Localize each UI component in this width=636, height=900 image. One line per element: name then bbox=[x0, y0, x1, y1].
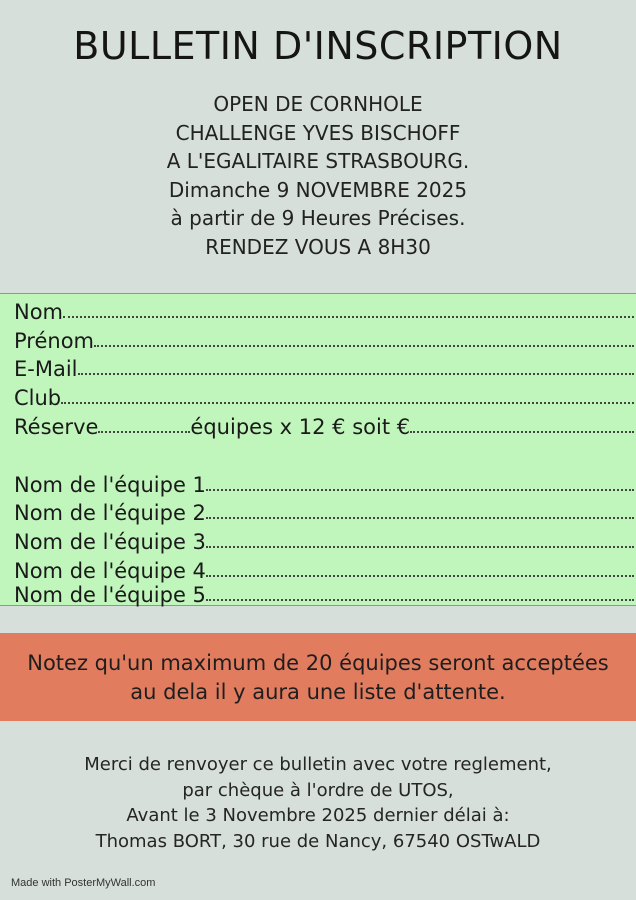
registration-form bbox=[0, 293, 636, 606]
footer-line-3: Avant le 3 Novembre 2025 dernier délai à: bbox=[126, 805, 510, 826]
nom-label: Nom bbox=[14, 300, 64, 324]
event-venue: A L'EGALITAIRE STRASBOURG. bbox=[166, 149, 470, 174]
event-date: Dimanche 9 NOVEMBRE 2025 bbox=[168, 177, 468, 202]
prenom-label: Prénom bbox=[14, 329, 95, 353]
event-details bbox=[0, 90, 636, 262]
event-name: OPEN DE CORNHOLE bbox=[213, 92, 423, 116]
footer-line-2: par chèque à l'ordre de UTOS, bbox=[182, 779, 454, 801]
prenom-blank[interactable] bbox=[94, 345, 634, 347]
email-field[interactable] bbox=[14, 353, 634, 381]
reserve-label: Réserve bbox=[14, 415, 99, 439]
team-4-field[interactable] bbox=[14, 555, 634, 583]
email-blank[interactable] bbox=[78, 373, 634, 375]
nom-field[interactable] bbox=[14, 296, 634, 324]
team-1-label: Nom de l'équipe 1 bbox=[14, 473, 206, 497]
club-blank[interactable] bbox=[61, 402, 634, 404]
prenom-field[interactable] bbox=[14, 325, 634, 353]
team-5-blank[interactable] bbox=[206, 599, 634, 601]
team-count-blank[interactable] bbox=[98, 431, 190, 433]
event-challenge: CHALLENGE YVES BISCHOFF bbox=[175, 120, 461, 145]
footer-address: Thomas BORT, 30 rue de Nancy, 67540 OSTwALD bbox=[95, 830, 541, 852]
team-2-label: Nom de l'équipe 2 bbox=[14, 501, 206, 525]
notice-line-2: au dela il y aura une liste d'attente. bbox=[130, 680, 506, 704]
capacity-notice bbox=[0, 633, 636, 721]
reserve-price-text: équipes x 12 € soit € bbox=[190, 415, 411, 439]
team-2-blank[interactable] bbox=[206, 517, 634, 519]
footer-line-1: Merci de renvoyer ce bulletin avec votre reglement, bbox=[84, 754, 552, 775]
team-3-label: Nom de l'équipe 3 bbox=[14, 530, 206, 554]
team-2-field[interactable] bbox=[14, 497, 634, 525]
team-5-label: Nom de l'équipe 5 bbox=[14, 583, 206, 607]
team-4-blank[interactable] bbox=[206, 575, 634, 577]
nom-blank[interactable] bbox=[63, 316, 634, 318]
event-meeting-time: RENDEZ VOUS A 8H30 bbox=[205, 234, 431, 259]
team-4-label: Nom de l'équipe 4 bbox=[14, 559, 206, 583]
reserve-field[interactable] bbox=[14, 411, 634, 439]
team-1-field[interactable] bbox=[14, 469, 634, 497]
email-label: E-Mail bbox=[14, 357, 78, 381]
total-blank[interactable] bbox=[410, 431, 634, 433]
credit-text: Made with PosterMyWall.com bbox=[11, 877, 156, 889]
page-title: BULLETIN D'INSCRIPTION bbox=[73, 24, 563, 68]
team-5-field[interactable] bbox=[14, 583, 634, 607]
return-instructions bbox=[0, 752, 636, 854]
notice-line-1: Notez qu'un maximum de 20 équipes seront acceptées bbox=[27, 651, 609, 675]
team-3-blank[interactable] bbox=[206, 546, 634, 548]
club-field[interactable] bbox=[14, 382, 634, 410]
event-start-time: à partir de 9 Heures Précises. bbox=[170, 206, 466, 231]
club-label: Club bbox=[14, 386, 62, 410]
team-3-field[interactable] bbox=[14, 526, 634, 554]
team-1-blank[interactable] bbox=[206, 489, 634, 491]
